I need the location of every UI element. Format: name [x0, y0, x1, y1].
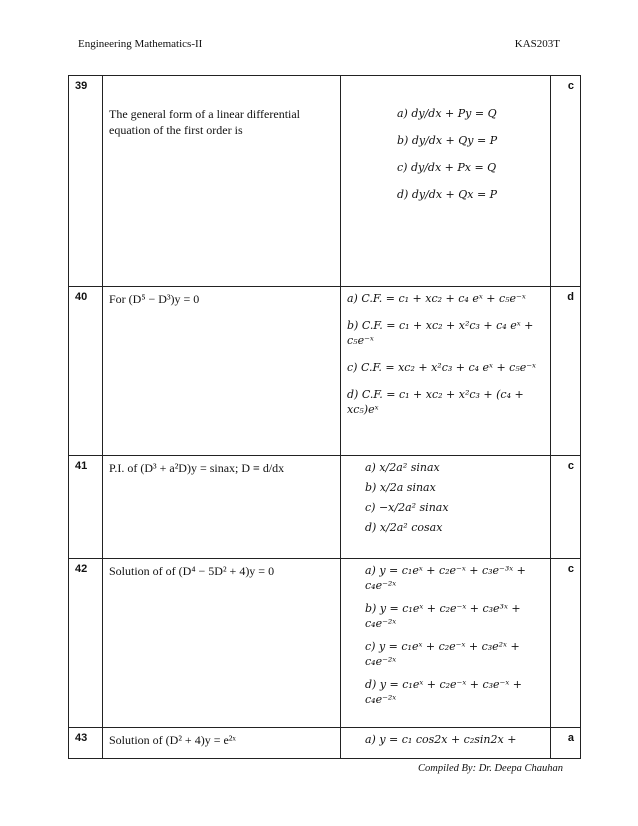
option-a: a) C.F. = c₁ + xc₂ + c₄ eˣ + c₅e⁻ˣ [347, 292, 526, 305]
question-number: 43 [69, 728, 103, 759]
footer-credit: Compiled By: Dr. Deepa Chauhan [418, 763, 563, 774]
option-a: a) y = c₁ cos2x + c₂sin2x + [365, 733, 517, 746]
options-cell [341, 287, 551, 456]
question-number: 40 [69, 287, 103, 456]
table-row [69, 559, 581, 728]
question-text: For (D⁵ − D³)y = 0 [103, 287, 341, 456]
question-text: Solution of (D² + 4)y = e²ˣ [103, 728, 341, 759]
question-number: 41 [69, 456, 103, 559]
option-d: d) dy/dx + Qx = P [397, 188, 498, 201]
option-d: d) C.F. = c₁ + xc₂ + x²c₃ + (c₄ + xc₅)eˣ [347, 388, 524, 416]
question-text: P.I. of (D³ + a²D)y = sinax; D ≡ d/dx [103, 456, 341, 559]
option-b: b) C.F. = c₁ + xc₂ + x²c₃ + c₄ eˣ + c₅e⁻ˣ [347, 319, 534, 347]
question-text: The general form of a linear differential equation of the first order is [103, 76, 341, 287]
answer-key: c [551, 76, 581, 287]
options-cell [341, 559, 551, 728]
option-a: a) dy/dx + Py = Q [397, 107, 497, 120]
answer-key: c [551, 559, 581, 728]
option-b: b) y = c₁eˣ + c₂e⁻ˣ + c₃e³ˣ + c₄e⁻²ˣ [365, 602, 521, 630]
table-row [69, 728, 581, 759]
option-d: d) y = c₁eˣ + c₂e⁻ˣ + c₃e⁻ˣ + c₄e⁻²ˣ [365, 678, 522, 706]
header-left: Engineering Mathematics-II [78, 38, 203, 50]
option-c: c) y = c₁eˣ + c₂e⁻ˣ + c₃e²ˣ + c₄e⁻²ˣ [365, 640, 520, 668]
table-row [69, 456, 581, 559]
table-row [69, 287, 581, 456]
option-b: b) dy/dx + Qy = P [397, 134, 498, 147]
option-c: c) C.F. = xc₂ + x²c₃ + c₄ eˣ + c₅e⁻ˣ [347, 361, 536, 374]
option-a: a) y = c₁eˣ + c₂e⁻ˣ + c₃e⁻³ˣ + c₄e⁻²ˣ [365, 564, 526, 592]
option-a: a) x/2a² sinax [365, 461, 440, 474]
answer-key: a [551, 728, 581, 759]
option-c: c) −x/2a² sinax [365, 501, 449, 514]
option-d: d) x/2a² cosax [365, 521, 443, 534]
answer-key: d [551, 287, 581, 456]
question-number: 39 [69, 76, 103, 287]
question-text: Solution of of (D⁴ − 5D² + 4)y = 0 [103, 559, 341, 728]
options-cell [341, 456, 551, 559]
option-c: c) dy/dx + Px = Q [397, 161, 497, 174]
options-cell [341, 728, 551, 759]
option-b: b) x/2a sinax [365, 481, 436, 494]
table-row [69, 76, 581, 287]
header-right: KAS203T [514, 38, 560, 50]
question-number: 42 [69, 559, 103, 728]
options-cell [341, 76, 551, 287]
mcq-table [68, 75, 581, 759]
answer-key: c [551, 456, 581, 559]
